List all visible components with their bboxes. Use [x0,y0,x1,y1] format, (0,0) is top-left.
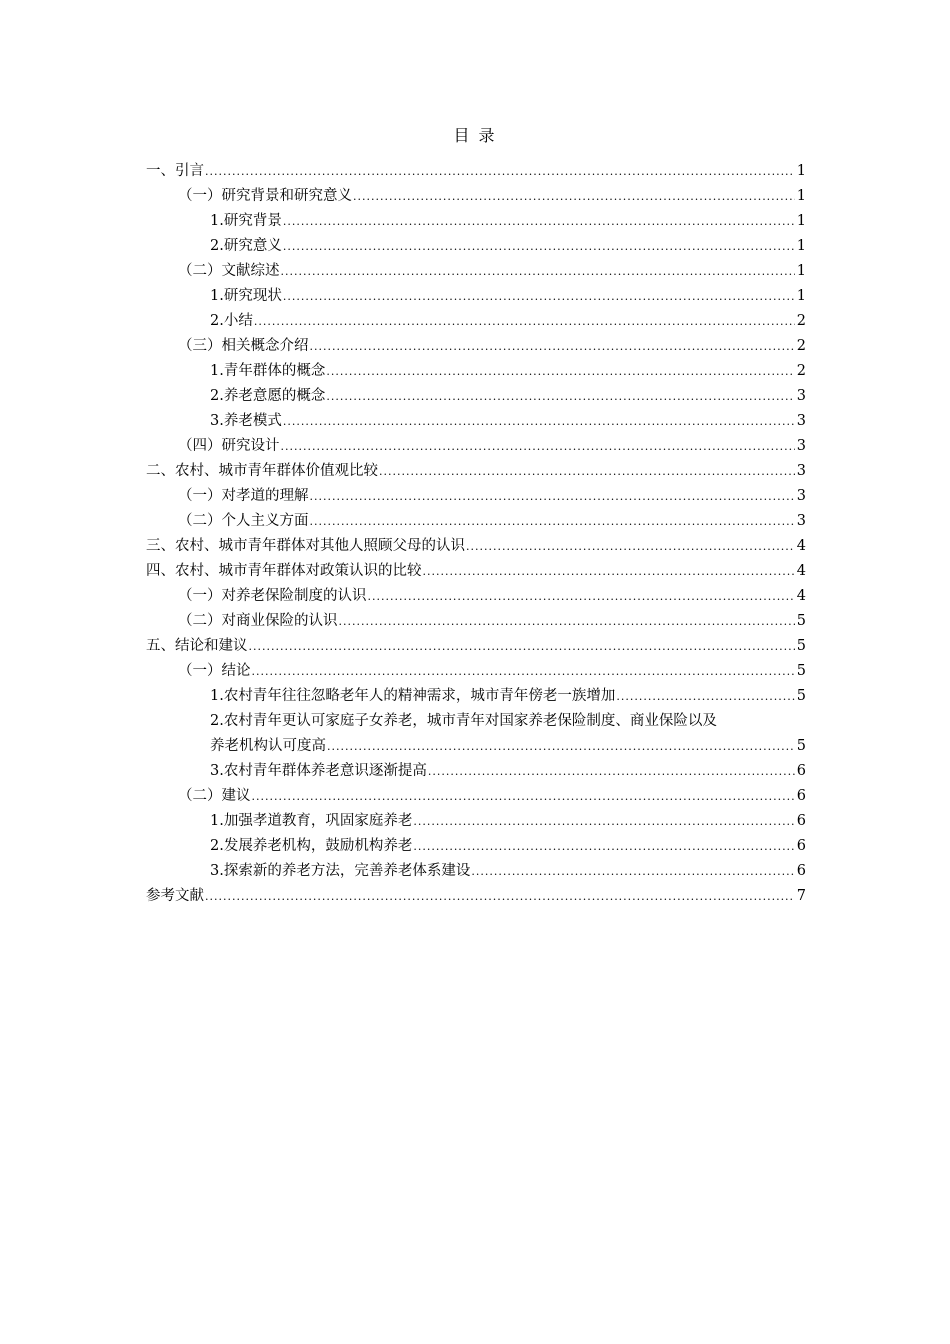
toc-page-number: 6 [796,838,806,854]
toc-entry-text: （四）研究设计 [178,438,280,454]
toc-entry[interactable] [146,684,806,709]
toc-page-number: 7 [796,888,806,904]
toc-entry[interactable] [146,334,806,359]
toc-dot-leader [283,409,795,434]
toc-entry[interactable] [146,184,806,209]
toc-entry-text: 3.农村青年群体养老意识逐渐提高 [210,763,427,779]
toc-entry-text: 2.研究意义 [210,238,282,254]
toc-page-number: 3 [796,513,806,529]
toc-entry-text: （二）文献综述 [178,263,280,279]
toc-page-number: 3 [796,488,806,504]
toc-dot-leader [326,384,795,409]
toc-dot-leader [471,859,795,884]
toc-entry[interactable] [146,534,806,559]
toc-dot-leader [466,534,795,559]
toc-entry[interactable] [146,509,806,534]
toc-dot-leader [339,609,796,634]
toc-entry-text: （二）建议 [178,788,251,804]
toc-dot-leader [616,684,795,709]
toc-entry-text: 2.农村青年更认可家庭子女养老，城市青年对国家养老保险制度、商业保险以及 [210,713,717,729]
toc-entry-text: （一）对养老保险制度的认识 [178,588,367,604]
toc-entry[interactable] [146,734,806,759]
toc-dot-leader [283,209,795,234]
toc-entry[interactable] [146,834,806,859]
toc-entry-text: 一、引言 [146,163,204,179]
toc-entry[interactable] [146,559,806,584]
toc-page-number: 5 [796,663,806,679]
toc-entry[interactable] [146,884,806,909]
toc-entry-text: 1.加强孝道教育，巩固家庭养老 [210,813,413,829]
toc-page-number: 1 [796,163,806,179]
toc-dot-leader [379,459,795,484]
toc-entry[interactable] [146,309,806,334]
toc-entry[interactable] [146,634,806,659]
toc-entry-text: （一）对孝道的理解 [178,488,309,504]
toc-entry-text: 四、农村、城市青年群体对政策认识的比较 [146,563,422,579]
toc-dot-leader [310,334,796,359]
toc-entry[interactable] [146,159,806,184]
toc-dot-leader [252,659,796,684]
toc-dot-leader [254,309,795,334]
toc-entry[interactable] [146,484,806,509]
toc-page-number: 4 [796,588,806,604]
toc-entry-text: 3.养老模式 [210,413,282,429]
toc-entry-text: （二）个人主义方面 [178,513,309,529]
toc-entry-text: 五、结论和建议 [146,638,248,654]
toc-entry[interactable] [146,459,806,484]
toc-page-number: 5 [796,613,806,629]
toc-page-number: 6 [796,788,806,804]
toc-dot-leader [423,559,796,584]
toc-entry-text: 1.研究背景 [210,213,282,229]
toc-page-number: 5 [796,738,806,754]
toc-page-number: 1 [796,213,806,229]
toc-page-number: 1 [796,238,806,254]
toc-entry[interactable] [146,259,806,284]
toc-page-number: 2 [796,313,806,329]
toc-page-number: 5 [796,638,806,654]
toc-entry[interactable] [146,784,806,809]
toc-dot-leader [413,834,795,859]
toc-entry-text: 参考文献 [146,888,204,904]
toc-entry[interactable] [146,409,806,434]
toc-entry-text: 1.研究现状 [210,288,282,304]
toc-entry[interactable] [146,759,806,784]
toc-page-number: 3 [796,388,806,404]
toc-page-number: 2 [796,338,806,354]
toc-title: 目 录 [453,126,497,145]
toc-entry[interactable] [146,284,806,309]
toc-page-number: 1 [796,263,806,279]
toc-dot-leader [368,584,796,609]
toc-dot-leader [283,234,795,259]
toc-dot-leader [281,259,796,284]
toc-entry-text: 二、农村、城市青年群体价值观比较 [146,463,378,479]
toc-entry[interactable] [146,709,806,734]
toc-entry[interactable] [146,209,806,234]
toc-dot-leader [283,284,795,309]
toc-entry[interactable] [146,584,806,609]
toc-dot-leader [310,484,796,509]
toc-page-number: 6 [796,813,806,829]
toc-entry-text: （三）相关概念介绍 [178,338,309,354]
toc-entry[interactable] [146,234,806,259]
toc-entry-text: （一）结论 [178,663,251,679]
toc-page-number: 3 [796,438,806,454]
toc-entry[interactable] [146,659,806,684]
toc-entry-text: 3.探索新的养老方法，完善养老体系建设 [210,863,471,879]
toc-dot-leader [353,184,795,209]
toc-entry-text: 1.农村青年往往忽略老年人的精神需求，城市青年傍老一族增加 [210,688,616,704]
toc-page-number: 3 [796,413,806,429]
toc-page-number: 5 [796,688,806,704]
toc-page-number: 4 [796,538,806,554]
toc-entry[interactable] [146,859,806,884]
toc-entry[interactable] [146,809,806,834]
toc-dot-leader [205,884,795,909]
toc-entry[interactable] [146,384,806,409]
toc-dot-leader [281,434,796,459]
toc-page-number: 3 [796,463,806,479]
toc-dot-leader [205,159,795,184]
table-of-contents [146,159,806,909]
toc-dot-leader [249,634,796,659]
toc-dot-leader [326,359,795,384]
toc-entry[interactable] [146,434,806,459]
toc-page-number: 6 [796,863,806,879]
toc-page-number: 2 [796,363,806,379]
toc-dot-leader [327,734,795,759]
toc-page-number: 1 [796,288,806,304]
toc-entry-text: 2.小结 [210,313,253,329]
toc-dot-leader [428,759,795,784]
toc-dot-leader [252,784,796,809]
toc-entry-text: 2.养老意愿的概念 [210,388,326,404]
toc-page-number: 4 [796,563,806,579]
toc-entry-text: 1.青年群体的概念 [210,363,326,379]
toc-entry-text: （二）对商业保险的认识 [178,613,338,629]
toc-entry-text: 2.发展养老机构，鼓励机构养老 [210,838,413,854]
toc-entry-text: （一）研究背景和研究意义 [178,188,352,204]
toc-dot-leader [413,809,795,834]
toc-entry-text: 三、农村、城市青年群体对其他人照顾父母的认识 [146,538,465,554]
toc-entry-text: 养老机构认可度高 [210,738,326,754]
toc-page-number: 1 [796,188,806,204]
toc-entry[interactable] [146,609,806,634]
toc-page-number: 6 [796,763,806,779]
toc-entry[interactable] [146,359,806,384]
toc-dot-leader [310,509,796,534]
